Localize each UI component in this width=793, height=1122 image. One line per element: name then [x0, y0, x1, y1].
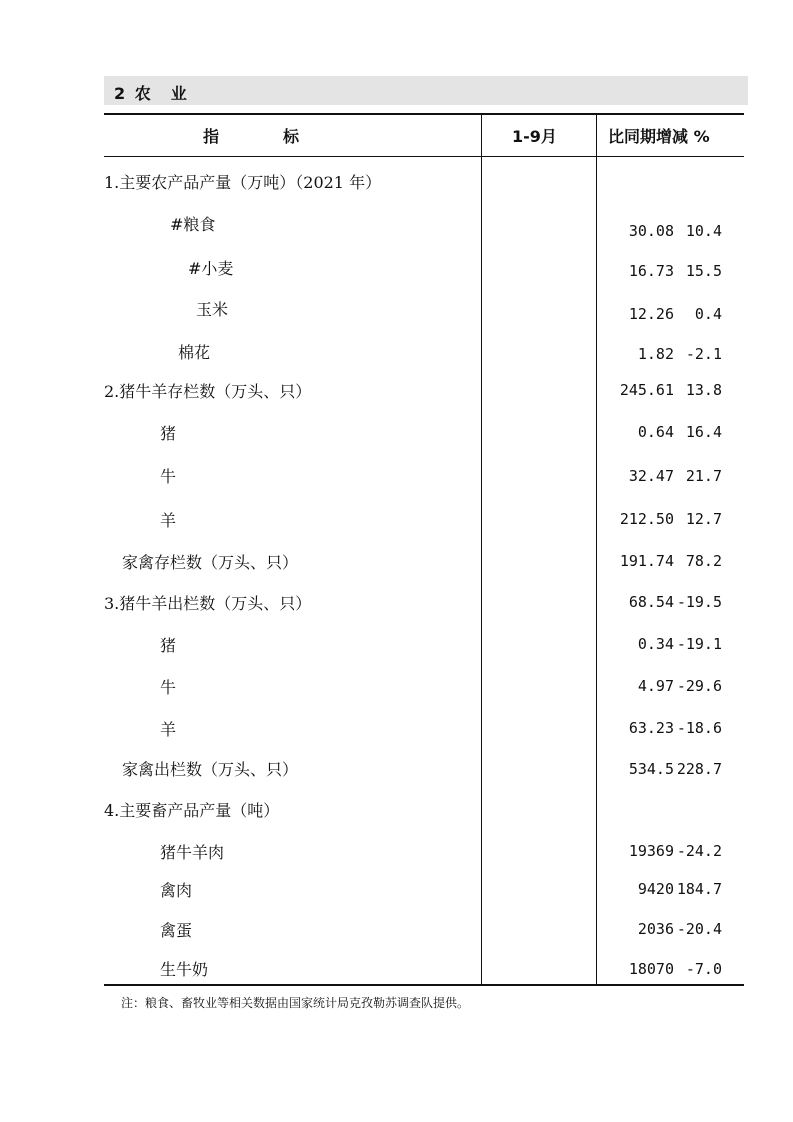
table-row [104, 918, 748, 942]
row-label: 4.主要畜产品产量（吨） [104, 801, 280, 820]
value-change: -24.2 [676, 842, 722, 860]
table-top-rule [104, 113, 744, 115]
row-label: 生牛奶 [160, 960, 209, 979]
value-change: -18.6 [676, 719, 722, 737]
table-row [104, 757, 748, 781]
value-change: -20.4 [676, 920, 722, 938]
table-row [104, 421, 748, 445]
value-change: -19.1 [676, 635, 722, 653]
table-row [104, 212, 748, 240]
row-label: 羊 [160, 511, 177, 530]
row-label: 3.猪牛羊出栏数（万头、只） [104, 594, 312, 613]
header-indicator: 指 标 [203, 127, 300, 146]
value-change: 78.2 [685, 552, 722, 570]
value-change: -29.6 [676, 677, 722, 695]
value-change: 228.7 [676, 760, 722, 778]
value-period: 9420 [637, 880, 674, 898]
table-row [104, 508, 748, 532]
value-change: 13.8 [685, 381, 722, 399]
section-title: 2 农 业 [114, 84, 189, 103]
value-period: 191.74 [619, 552, 674, 570]
table-row [104, 256, 748, 280]
row-label: 猪 [160, 636, 177, 655]
value-period: 12.26 [628, 305, 674, 323]
row-label: 玉米 [196, 300, 229, 319]
table-bottom-rule [104, 984, 744, 986]
value-period: 212.50 [619, 510, 674, 528]
row-label: #小麦 [188, 259, 234, 278]
header-bottom-rule [104, 156, 744, 157]
row-label: 家禽存栏数（万头、只） [122, 553, 299, 572]
section-header [104, 76, 748, 105]
table-row [104, 550, 748, 574]
table-row [104, 591, 748, 615]
row-label: 禽蛋 [160, 921, 193, 940]
value-change: 12.7 [685, 510, 722, 528]
value-change: -19.5 [676, 593, 722, 611]
table-row [104, 379, 748, 403]
table-row [104, 170, 748, 194]
value-period: 16.73 [628, 262, 674, 280]
value-period: 245.61 [619, 381, 674, 399]
row-label: 棉花 [178, 343, 211, 362]
value-period: 534.5 [628, 760, 674, 778]
header-change: 比同期增减 % [608, 127, 710, 146]
value-change: 184.7 [676, 880, 722, 898]
table-row [104, 297, 748, 321]
value-period: 18070 [628, 960, 674, 978]
value-change: -7.0 [685, 960, 722, 978]
row-label: 牛 [160, 467, 177, 486]
footnote: 注：粮食、畜牧业等相关数据由国家统计局克孜勒苏调查队提供。 [121, 996, 470, 1010]
table-row [104, 464, 748, 488]
table-row [104, 633, 748, 657]
row-label: 禽肉 [160, 881, 193, 900]
table-row [104, 957, 748, 981]
table-row [104, 675, 748, 699]
table-row [104, 798, 748, 822]
value-period: 0.64 [637, 423, 674, 441]
value-period: 1.82 [637, 345, 674, 363]
row-label: 1.主要农产品产量（万吨）（2021 年） [104, 173, 382, 192]
value-period: 19369 [628, 842, 674, 860]
value-change: 21.7 [685, 467, 722, 485]
row-label: 猪牛羊肉 [160, 843, 225, 862]
value-change: 15.5 [685, 262, 722, 280]
table-row [104, 340, 748, 364]
value-change: 10.4 [685, 222, 722, 240]
value-period: 30.08 [628, 222, 674, 240]
row-label: 2.猪牛羊存栏数（万头、只） [104, 382, 312, 401]
value-period: 2036 [637, 920, 674, 938]
value-change: 16.4 [685, 423, 722, 441]
row-label: 羊 [160, 720, 177, 739]
value-period: 32.47 [628, 467, 674, 485]
row-label: 牛 [160, 678, 177, 697]
value-period: 4.97 [637, 677, 674, 695]
row-label: 猪 [160, 424, 177, 443]
value-period: 68.54 [628, 593, 674, 611]
row-label: 家禽出栏数（万头、只） [122, 760, 299, 779]
value-period: 0.34 [637, 635, 674, 653]
table-row [104, 878, 748, 902]
row-label: #粮食 [170, 215, 216, 234]
table-row [104, 840, 748, 864]
value-change: 0.4 [694, 305, 722, 323]
value-period: 63.23 [628, 719, 674, 737]
header-period: 1-9月 [512, 127, 557, 146]
table-row [104, 717, 748, 741]
value-change: -2.1 [685, 345, 722, 363]
